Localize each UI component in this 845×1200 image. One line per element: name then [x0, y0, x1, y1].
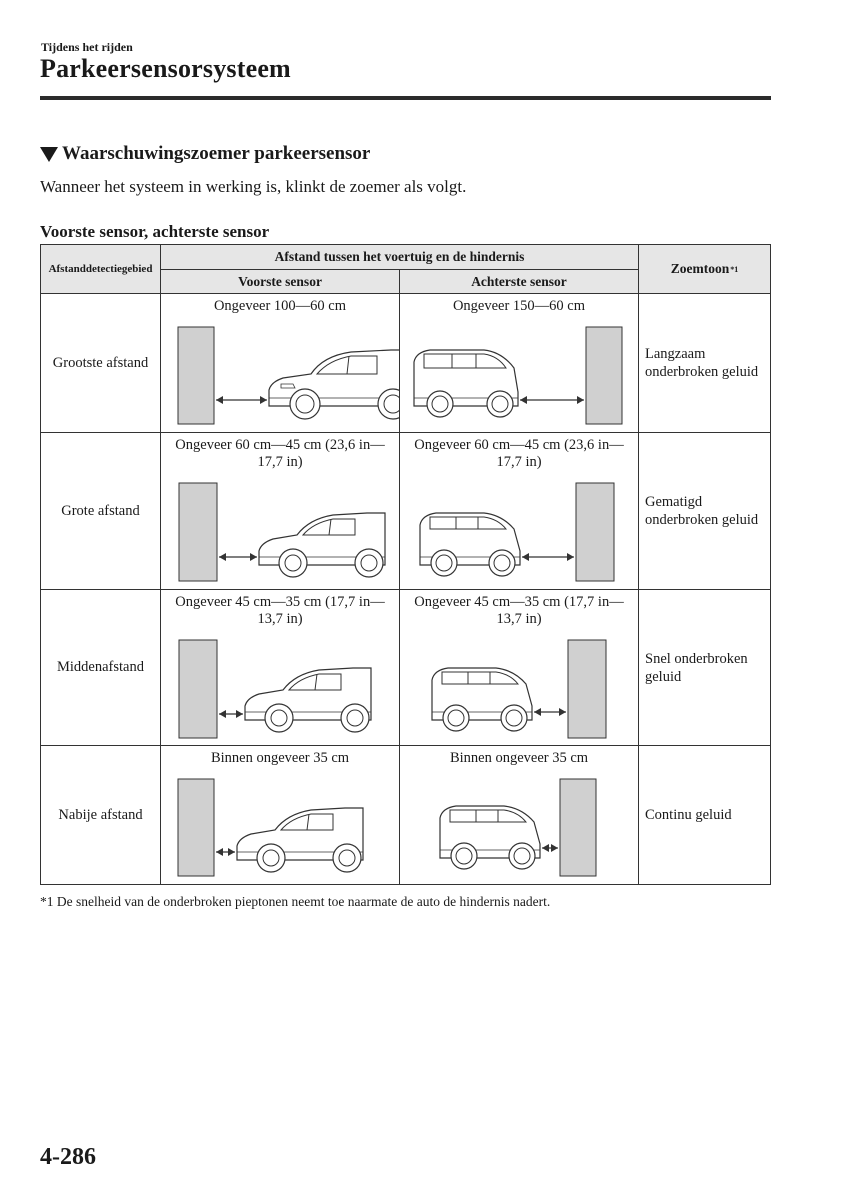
rear-distance-text: Binnen ongeveer 35 cm — [449, 750, 589, 766]
rear-distance-text: Ongeveer 150—60 cm — [452, 298, 586, 314]
intro-text: Wanneer het systeem in werking is, klinkt de zoemer als volgt. — [40, 177, 467, 196]
wall-obstacle — [586, 327, 622, 424]
wall-obstacle — [179, 483, 217, 581]
wall-obstacle — [568, 640, 606, 738]
front-car-diagram — [161, 294, 399, 432]
tone-text: Continu geluid — [645, 807, 732, 823]
car-rear-facing-right — [420, 513, 520, 576]
row-area-label: Middenafstand — [41, 590, 161, 746]
section-heading-text: Waarschuwingszoemer parkeersensor — [62, 143, 371, 164]
front-illustration — [161, 294, 400, 433]
car-front-facing-left — [269, 350, 399, 419]
front-distance-text: Ongeveer 60 cm—45 cm (23,6 in—17,7 in) — [175, 437, 385, 470]
rear-distance-text: Ongeveer 45 cm—35 cm (17,7 in—13,7 in) — [414, 594, 624, 627]
car-rear-facing-right — [414, 350, 518, 417]
tone-text: Snel onderbroken geluid — [639, 590, 770, 746]
wall-obstacle — [576, 483, 614, 581]
footnote-mark: *1 — [730, 264, 739, 274]
car-rear-facing-right — [440, 806, 540, 869]
triangle-down-icon — [40, 147, 58, 162]
header-area: Afstanddetectiegebied — [41, 245, 161, 294]
rear-illustration — [400, 433, 639, 590]
front-illustration — [161, 590, 400, 746]
row-area-label: Grootste afstand — [41, 294, 161, 433]
footnote: *1 De snelheid van de onderbroken pieptonen neemt toe naarmate de auto de hindernis nadert. — [40, 894, 551, 909]
header-tone-label: Zoemtoon — [670, 261, 730, 276]
front-distance-text: Ongeveer 45 cm—35 cm (17,7 in—13,7 in) — [175, 594, 385, 627]
rear-car-diagram — [400, 746, 638, 883]
header-distance: Afstand tussen het voertuig en de hindernis — [161, 245, 639, 270]
front-car-diagram — [161, 746, 399, 883]
row-area-label: Nabije afstand — [41, 746, 161, 884]
front-distance-text: Ongeveer 100—60 cm — [213, 298, 347, 314]
title-divider — [40, 96, 771, 100]
wall-obstacle — [178, 779, 214, 876]
wall-obstacle — [179, 640, 217, 738]
header-tone — [639, 245, 770, 294]
rear-illustration — [400, 294, 639, 433]
table-caption: Voorste sensor, achterste sensor — [40, 222, 270, 241]
wall-obstacle — [560, 779, 596, 876]
page-number: 4-286 — [40, 1144, 96, 1170]
rear-car-diagram — [400, 590, 638, 745]
tone-text: Gematigd onderbroken geluid — [639, 433, 770, 590]
car-front-facing-left — [237, 808, 363, 872]
front-car-diagram — [161, 590, 399, 745]
header-rear: Achterste sensor — [400, 270, 639, 294]
front-illustration — [161, 746, 400, 884]
tone-text: Langzaam onderbroken geluid — [639, 294, 770, 433]
rear-distance-text: Ongeveer 60 cm—45 cm (23,6 in—17,7 in) — [414, 437, 624, 470]
car-rear-facing-right — [432, 668, 532, 731]
chapter-label: Tijdens het rijden — [41, 40, 133, 54]
section-heading — [40, 143, 370, 165]
rear-illustration — [400, 746, 639, 884]
buzzer-table — [40, 244, 771, 885]
rear-car-diagram — [400, 294, 638, 432]
front-illustration — [161, 433, 400, 590]
front-distance-text: Binnen ongeveer 35 cm — [210, 750, 350, 766]
rear-car-diagram — [400, 433, 638, 589]
car-front-facing-left — [245, 668, 371, 732]
header-front: Voorste sensor — [161, 270, 400, 294]
page-title: Parkeersensorsysteem — [40, 54, 291, 83]
front-car-diagram — [161, 433, 399, 589]
rear-illustration — [400, 590, 639, 746]
car-front-facing-left — [259, 513, 385, 577]
row-area-label: Grote afstand — [41, 433, 161, 590]
wall-obstacle — [178, 327, 214, 424]
